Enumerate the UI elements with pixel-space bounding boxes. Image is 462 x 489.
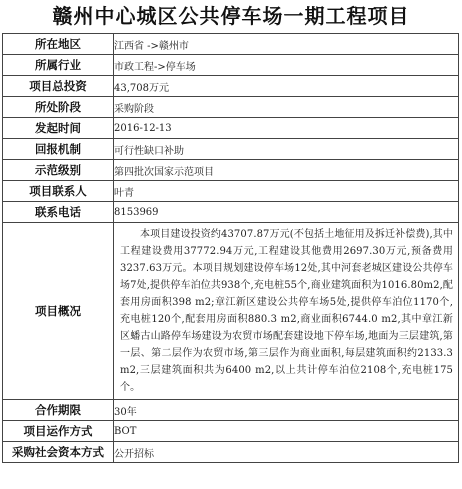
table-row-total-investment <box>3 76 459 97</box>
row-value: 市政工程->停车场 <box>114 55 459 76</box>
table-row-procurement <box>3 442 459 463</box>
row-label: 采购社会资本方式 <box>3 442 114 463</box>
row-label: 项目联系人 <box>3 181 114 202</box>
row-value: 30年 <box>114 400 459 421</box>
row-value: 公开招标 <box>114 442 459 463</box>
row-value: 叶青 <box>114 181 459 202</box>
table-row-industry <box>3 55 459 76</box>
row-label: 所在地区 <box>3 34 114 55</box>
table-row-start-date <box>3 118 459 139</box>
row-label: 联系电话 <box>3 202 114 223</box>
row-label: 所属行业 <box>3 55 114 76</box>
table-row-contact <box>3 181 459 202</box>
project-info-table <box>2 33 459 463</box>
row-label: 项目运作方式 <box>3 421 114 442</box>
row-value: 8153969 <box>114 202 459 223</box>
table-row-phone <box>3 202 459 223</box>
row-label: 项目总投资 <box>3 76 114 97</box>
row-label: 合作期限 <box>3 400 114 421</box>
row-value: 可行性缺口补助 <box>114 139 459 160</box>
row-label: 项目概况 <box>3 223 114 400</box>
row-value: 采购阶段 <box>114 97 459 118</box>
table-row-demo-level <box>3 160 459 181</box>
row-value: BOT <box>114 421 459 442</box>
table-row-stage <box>3 97 459 118</box>
table-row-return-mechanism <box>3 139 459 160</box>
row-value: 43,708万元 <box>114 76 459 97</box>
table-row-region <box>3 34 459 55</box>
row-label: 发起时间 <box>3 118 114 139</box>
table-row-operation-mode <box>3 421 459 442</box>
table-row-overview <box>3 223 459 400</box>
project-overview-text: 本项目建设投资约43707.87万元(不包括土地征用及拆迁补偿费),其中工程建设费用37772.94万元,工程建设其他费用2697.30万元,预备费用3237.63万元。本项目规划建设停车场12处,其中河套老城区建设公共停车场7处,提供停车泊位共938个,充电桩55个,商业建筑面积为1016.80m2,配套用房面积398 m2;章江新区建设公共停车场5处,提供停车泊位1170个,充电桩120个,配套用房面积880.3 m2,商业面积6744.0 m2,其中章江新区蟠古山路停车场建设为农贸市场配套建设地下停车场,地面为三层建筑,第一层、第二层作为农贸市场,第三层作为商业面积,每层建筑面积约2133.3 m2,三层建筑面积共为6400 m2,以上共计停车泊位2108个,充电桩175个。 <box>114 223 459 400</box>
row-value: 江西省 ->赣州市 <box>114 34 459 55</box>
row-label: 回报机制 <box>3 139 114 160</box>
table-row-term <box>3 400 459 421</box>
row-label: 所处阶段 <box>3 97 114 118</box>
row-value: 第四批次国家示范项目 <box>114 160 459 181</box>
row-value: 2016-12-13 <box>114 118 459 139</box>
page-title: 赣州中心城区公共停车场一期工程项目 <box>52 4 410 28</box>
row-label: 示范级别 <box>3 160 114 181</box>
